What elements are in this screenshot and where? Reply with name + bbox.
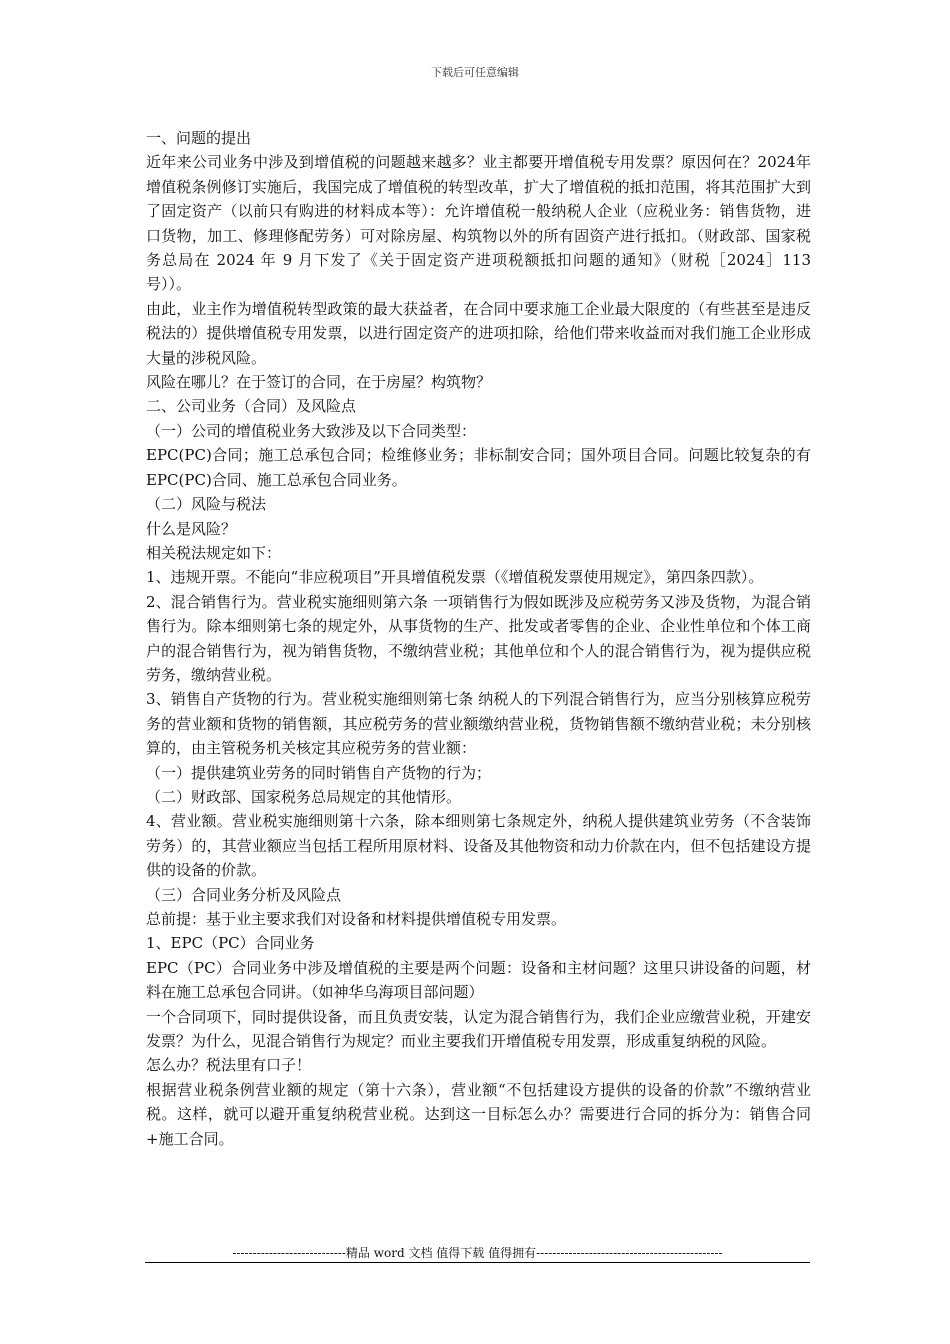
paragraph: 相关税法规定如下： xyxy=(146,543,282,562)
footer-divider xyxy=(145,1262,810,1263)
paragraph: 近年来公司业务中涉及到增值税的问题越来越多？业主都要开增值税专用发票？原因何在？2024年增值税条例修订实施后，我国完成了增值税的转型改革，扩大了增值税的抵扣范围，将其范围扩大到了固定资产（以前只有购进的材料成本等）：允许增值税一般纳税人企业（应税业务：销售货物，进口货物，加工、修理修配劳务）可对除房屋、构筑物以外的所有固资产进行抵扣。（财政部、国家税务总局在 2024 年 9 月下发了《关于固定资产进项税额抵扣问题的通知》（财税［2024］113 号））。 xyxy=(146,153,811,294)
list-item: 2、混合销售行为。营业税实施细则第六条 一项销售行为假如既涉及应税劳务又涉及货物，为混合销售行为。除本细则第七条的规定外，从事货物的生产、批发或者零售的企业、企业性单位和个体工商户的混合销售行为，视为销售货物，不缴纳营业税；其他单位和个人的混合销售行为，视为提供应税劳务，缴纳营业税。 xyxy=(146,592,811,684)
subsection-heading: （一）公司的增值税业务大致涉及以下合同类型： xyxy=(146,421,477,440)
paragraph: 一个合同项下，同时提供设备，而且负责安装，认定为混合销售行为，我们企业应缴营业税，开建安发票？为什么，见混合销售行为规定？而业主要我们开增值税专用发票，形成重复纳税的风险。 xyxy=(146,1007,811,1051)
document-body xyxy=(146,126,811,1151)
subsection-heading: （三）合同业务分析及风险点 xyxy=(146,885,342,904)
subsection-heading: 1、EPC（PC）合同业务 xyxy=(146,934,315,953)
paragraph: 什么是风险？ xyxy=(146,519,237,538)
list-item: （一）提供建筑业劳务的同时销售自产货物的行为； xyxy=(146,763,492,782)
paragraph: 怎么办？税法里有口子！ xyxy=(146,1056,312,1075)
list-item: 3、销售自产货物的行为。营业税实施细则第七条 纳税人的下列混合销售行为，应当分别核算应税劳务的营业额和货物的销售额，其应税劳务的营业额缴纳营业税，货物销售额不缴纳营业税；未分别核算的，由主管税务机关核定其应税劳务的营业额： xyxy=(146,690,811,758)
paragraph: 总前提：基于业主要求我们对设备和材料提供增值税专用发票。 xyxy=(146,910,567,928)
paragraph: 风险在哪儿？在于签订的合同，在于房屋？构筑物？ xyxy=(146,373,492,392)
page-header: 下载后可任意编辑 xyxy=(431,66,519,79)
section-heading: 二、公司业务（合同）及风险点 xyxy=(146,397,357,416)
list-item: 1、违规开票。不能向“非应税项目”开具增值税发票（《增值税发票使用规定》，第四条四款）。 xyxy=(146,568,764,587)
paragraph: EPC（PC）合同业务中涉及增值税的主要是两个问题：设备和主材问题？这里只讲设备的问题，材料在施工总承包合同讲。（如神华乌海项目部问题） xyxy=(146,958,811,1002)
subsection-heading: （二）风险与税法 xyxy=(146,495,267,514)
section-heading: 一、问题的提出 xyxy=(146,129,252,147)
paragraph: 由此，业主作为增值税转型政策的最大获益者，在合同中要求施工企业最大限度的（有些甚至是违反税法的）提供增值税专用发票，以进行固定资产的进项扣除，给他们带来收益而对我们施工企业形成大量的涉税风险。 xyxy=(146,299,811,367)
list-item: 4、营业额。营业税实施细则第十六条，除本细则第七条规定外，纳税人提供建筑业劳务（不含装饰劳务）的，其营业额应当包括工程所用原材料、设备及其他物资和动力价款在内，但不包括建设方提供的设备的价款。 xyxy=(146,812,811,880)
list-item: （二）财政部、国家税务总局规定的其他情形。 xyxy=(146,787,462,806)
paragraph: 根据营业税条例营业额的规定（第十六条），营业额“不包括建设方提供的设备的价款”不缴纳营业税。这样，就可以避开重复纳税营业税。达到这一目标怎么办？需要进行合同的拆分为：销售合同+施工合同。 xyxy=(146,1080,811,1148)
page-footer: ----------------------------精品 word 文档 值得下载 值得拥有---------------------------------------------- xyxy=(232,1246,723,1260)
paragraph: EPC(PC)合同；施工总承包合同；检维修业务；非标制安合同；国外项目合同。问题比较复杂的有 EPC(PC)合同、施工总承包合同业务。 xyxy=(146,446,811,489)
